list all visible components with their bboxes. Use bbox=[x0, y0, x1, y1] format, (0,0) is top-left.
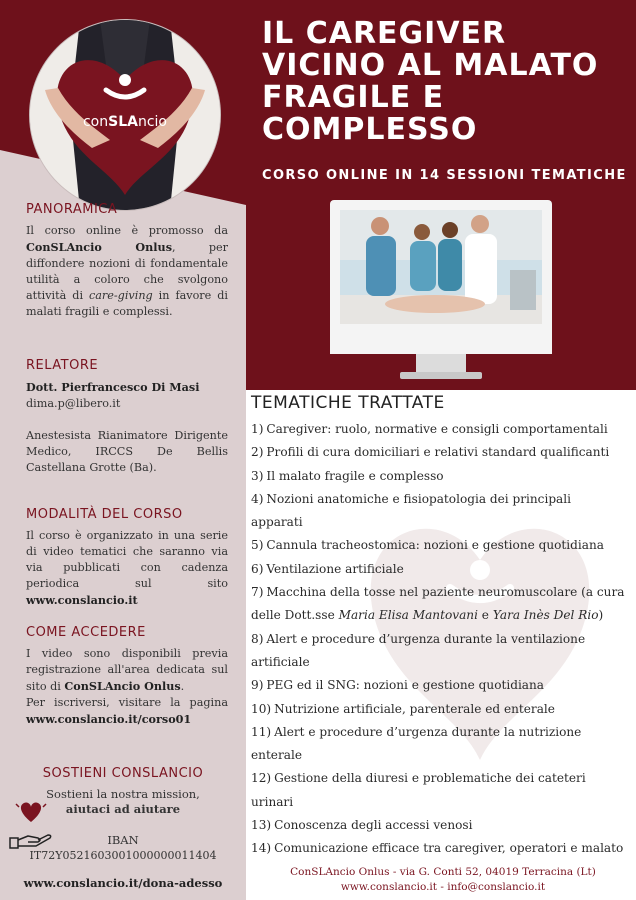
topic-item: 11) Alert e procedure d’urgenza durante la nutrizione enterale bbox=[251, 724, 582, 763]
topic-item: 14) Comunicazione efficace tra caregiver, operatori e malato bbox=[251, 841, 624, 856]
logo-text: conSLAncio bbox=[82, 114, 168, 130]
topic-item: 9) PEG ed il SNG: nozioni e gestione quotidiana bbox=[251, 678, 545, 693]
logo-photo bbox=[30, 20, 220, 210]
topic-item: 5) Cannula tracheostomica: nozioni e gestione quotidiana bbox=[251, 538, 604, 553]
monitor-illustration bbox=[330, 200, 552, 382]
relatore-bio: Anestesista Rianimatore Dirigente Medico, IRCCS De Bellis Castellana Grotte (Ba). bbox=[26, 429, 228, 474]
modalita-site-link[interactable]: www.conslancio.it bbox=[26, 593, 138, 607]
panoramica-section bbox=[26, 202, 228, 320]
topic-item: 3) Il malato fragile e complesso bbox=[251, 468, 444, 483]
panoramica-text: Il corso online è promosso da ConSLAncio Onlus, per diffondere nozioni di fondamentale utilità a coloro che svolgono attività di care-giving in favore di malati fragili e complessi. bbox=[26, 224, 228, 318]
modalita-text: Il corso è organizzato in una serie di video tematici che saranno via via pubblicati con cadenza periodica sul sito www.conslancio.it bbox=[26, 529, 228, 607]
page-title: IL CAREGIVER VICINO AL MALATO FRAGILE E COMPLESSO bbox=[262, 16, 599, 147]
sostieni-heading: SOSTIENI CONSLANCIO bbox=[42, 766, 204, 781]
modalita-section bbox=[26, 507, 228, 609]
footer bbox=[250, 865, 636, 895]
sostieni-line2: aiutaci ad aiutare bbox=[65, 802, 181, 816]
accedere-section bbox=[26, 625, 228, 728]
relatore-email[interactable]: dima.p@libero.it bbox=[26, 397, 121, 410]
topic-item: 13) Conoscenza degli accessi venosi bbox=[251, 818, 473, 833]
relatore-heading: RELATORE bbox=[26, 358, 99, 373]
topics-heading: TEMATICHE TRATTATE bbox=[251, 393, 445, 413]
modalita-heading: MODALITÀ DEL CORSO bbox=[26, 507, 183, 522]
topic-item: 10) Nutrizione artificiale, parenterale ed enterale bbox=[251, 701, 555, 716]
topic-item: 12) Gestione della diuresi e problematiche dei cateteri urinari bbox=[251, 771, 586, 809]
topics-list bbox=[251, 418, 626, 861]
footer-address: ConSLAncio Onlus - via G. Conti 52, 04019 Terracina (Lt) bbox=[290, 866, 596, 878]
iban-label: IBAN bbox=[107, 833, 139, 847]
panoramica-heading: PANORAMICA bbox=[26, 202, 118, 217]
accedere-link[interactable]: www.conslancio.it/corso01 bbox=[26, 712, 192, 726]
topic-item: 7) Macchina della tosse nel paziente neuromuscolare (a cura delle Dott.sse Maria Elisa Mantovani e Yara Inès Del Rio) bbox=[251, 585, 625, 623]
relatore-name: Dott. Pierfrancesco Di Masi bbox=[26, 380, 200, 394]
topic-item: 8) Alert e procedure d’urgenza durante la ventilazione artificiale bbox=[251, 631, 586, 669]
page-subtitle: CORSO ONLINE IN 14 SESSIONI TEMATICHE bbox=[262, 168, 627, 183]
topic-item: 2) Profili di cura domiciliari e relativi standard qualificanti bbox=[251, 445, 610, 460]
hand-heart-icon bbox=[8, 800, 54, 852]
sostieni-line1: Sostieni la nostra mission, bbox=[46, 787, 200, 801]
donate-link[interactable]: www.conslancio.it/dona-adesso bbox=[23, 876, 223, 890]
relatore-section bbox=[26, 358, 228, 476]
accedere-text: I video sono disponibili previa registrazione all'area dedicata sul sito di ConSLAncio Onlus. Per iscriversi, visitare la pagina www.conslancio.it/corso01 bbox=[26, 647, 228, 726]
topic-item: 4) Nozioni anatomiche e fisiopatologia dei principali apparati bbox=[251, 491, 572, 530]
topic-item: 6) Ventilazione artificiale bbox=[251, 561, 404, 576]
iban-value: IT72Y0521603001000000011404 bbox=[29, 849, 217, 862]
footer-contacts[interactable]: www.conslancio.it - info@conslancio.it bbox=[340, 881, 546, 893]
topic-item: 1) Caregiver: ruolo, normative e consigli comportamentali bbox=[251, 422, 608, 436]
accedere-heading: COME ACCEDERE bbox=[26, 625, 146, 640]
